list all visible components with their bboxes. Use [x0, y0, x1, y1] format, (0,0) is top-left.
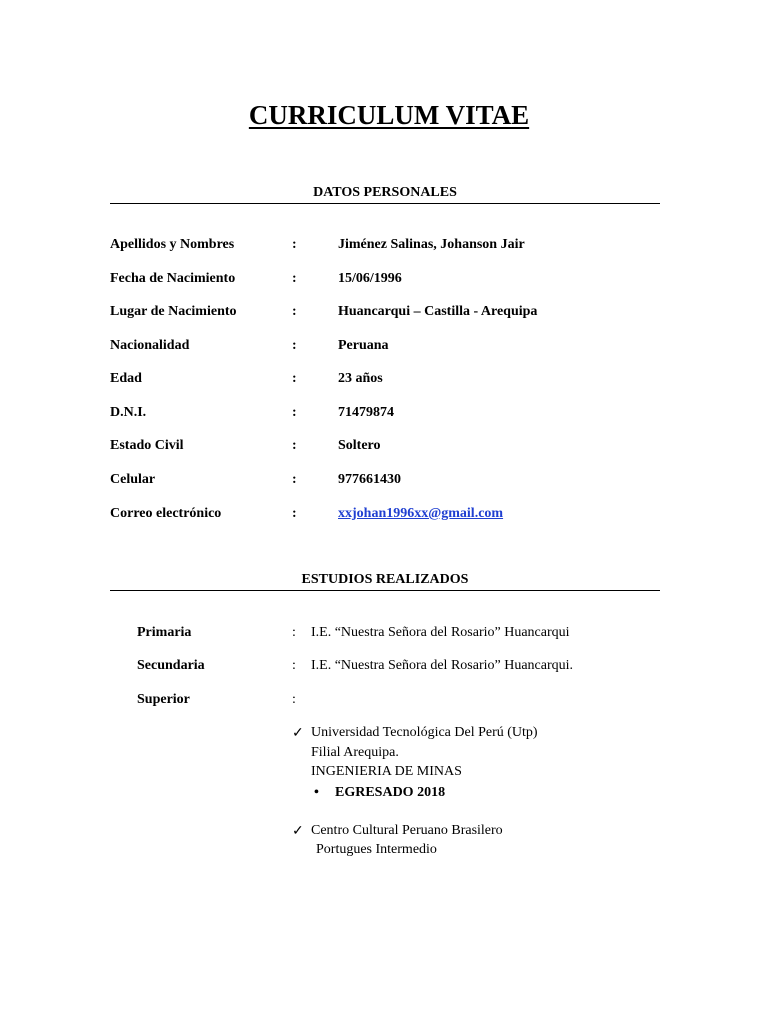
value-primaria: I.E. “Nuestra Señora del Rosario” Huancarqui	[311, 625, 570, 640]
sep-edad: :	[292, 371, 297, 386]
value-dni: 71479874	[338, 405, 394, 420]
label-correo: Correo electrónico	[110, 506, 222, 521]
superior-utp-branch: Filial Arequipa.	[311, 745, 399, 760]
superior-ccpb-name: Centro Cultural Peruano Brasilero	[311, 823, 503, 838]
value-lugar-nacimiento: Huancarqui – Castilla - Arequipa	[338, 304, 538, 319]
email-link[interactable]: xxjohan1996xx@gmail.com	[338, 506, 504, 521]
sep-estado-civil: :	[292, 438, 297, 453]
sep-primaria: :	[292, 625, 296, 640]
superior-utp-career: INGENIERIA DE MINAS	[311, 764, 462, 779]
bullet-icon: •	[314, 785, 319, 800]
section-heading-personal: DATOS PERSONALES	[313, 185, 457, 200]
document-title: CURRICULUM VITAE	[248, 100, 530, 130]
sep-fecha-nacimiento: :	[292, 271, 297, 286]
sep-celular: :	[292, 472, 297, 487]
label-edad: Edad	[110, 371, 142, 386]
superior-utp-status: EGRESADO 2018	[335, 785, 446, 800]
label-superior: Superior	[137, 692, 190, 707]
label-nombres: Apellidos y Nombres	[110, 237, 235, 252]
sep-dni: :	[292, 405, 297, 420]
check-icon: ✓	[292, 726, 304, 741]
superior-ccpb-level: Portugues Intermedio	[316, 842, 437, 857]
label-estado-civil: Estado Civil	[110, 438, 184, 453]
sep-secundaria: :	[292, 658, 296, 673]
section-heading-studies: ESTUDIOS REALIZADOS	[301, 572, 469, 587]
value-celular: 977661430	[338, 472, 401, 487]
section-rule-personal	[110, 203, 660, 204]
sep-superior: :	[292, 692, 296, 707]
value-estado-civil: Soltero	[338, 438, 381, 453]
value-nacionalidad: Peruana	[338, 338, 389, 353]
value-secundaria: I.E. “Nuestra Señora del Rosario” Huancarqui.	[311, 658, 574, 673]
value-nombres: Jiménez Salinas, Johanson Jair	[338, 237, 525, 252]
label-fecha-nacimiento: Fecha de Nacimiento	[110, 271, 236, 286]
label-secundaria: Secundaria	[137, 658, 205, 673]
check-icon: ✓	[292, 824, 304, 839]
label-dni: D.N.I.	[110, 405, 147, 420]
label-lugar-nacimiento: Lugar de Nacimiento	[110, 304, 237, 319]
sep-nombres: :	[292, 237, 297, 252]
label-primaria: Primaria	[137, 625, 192, 640]
superior-utp-name: Universidad Tecnológica Del Perú (Utp)	[311, 725, 538, 740]
sep-lugar-nacimiento: :	[292, 304, 297, 319]
section-rule-studies	[110, 590, 660, 591]
label-celular: Celular	[110, 472, 156, 487]
sep-correo: :	[292, 506, 297, 521]
sep-nacionalidad: :	[292, 338, 297, 353]
value-edad: 23 años	[338, 371, 383, 386]
value-fecha-nacimiento: 15/06/1996	[338, 271, 402, 286]
label-nacionalidad: Nacionalidad	[110, 338, 190, 353]
